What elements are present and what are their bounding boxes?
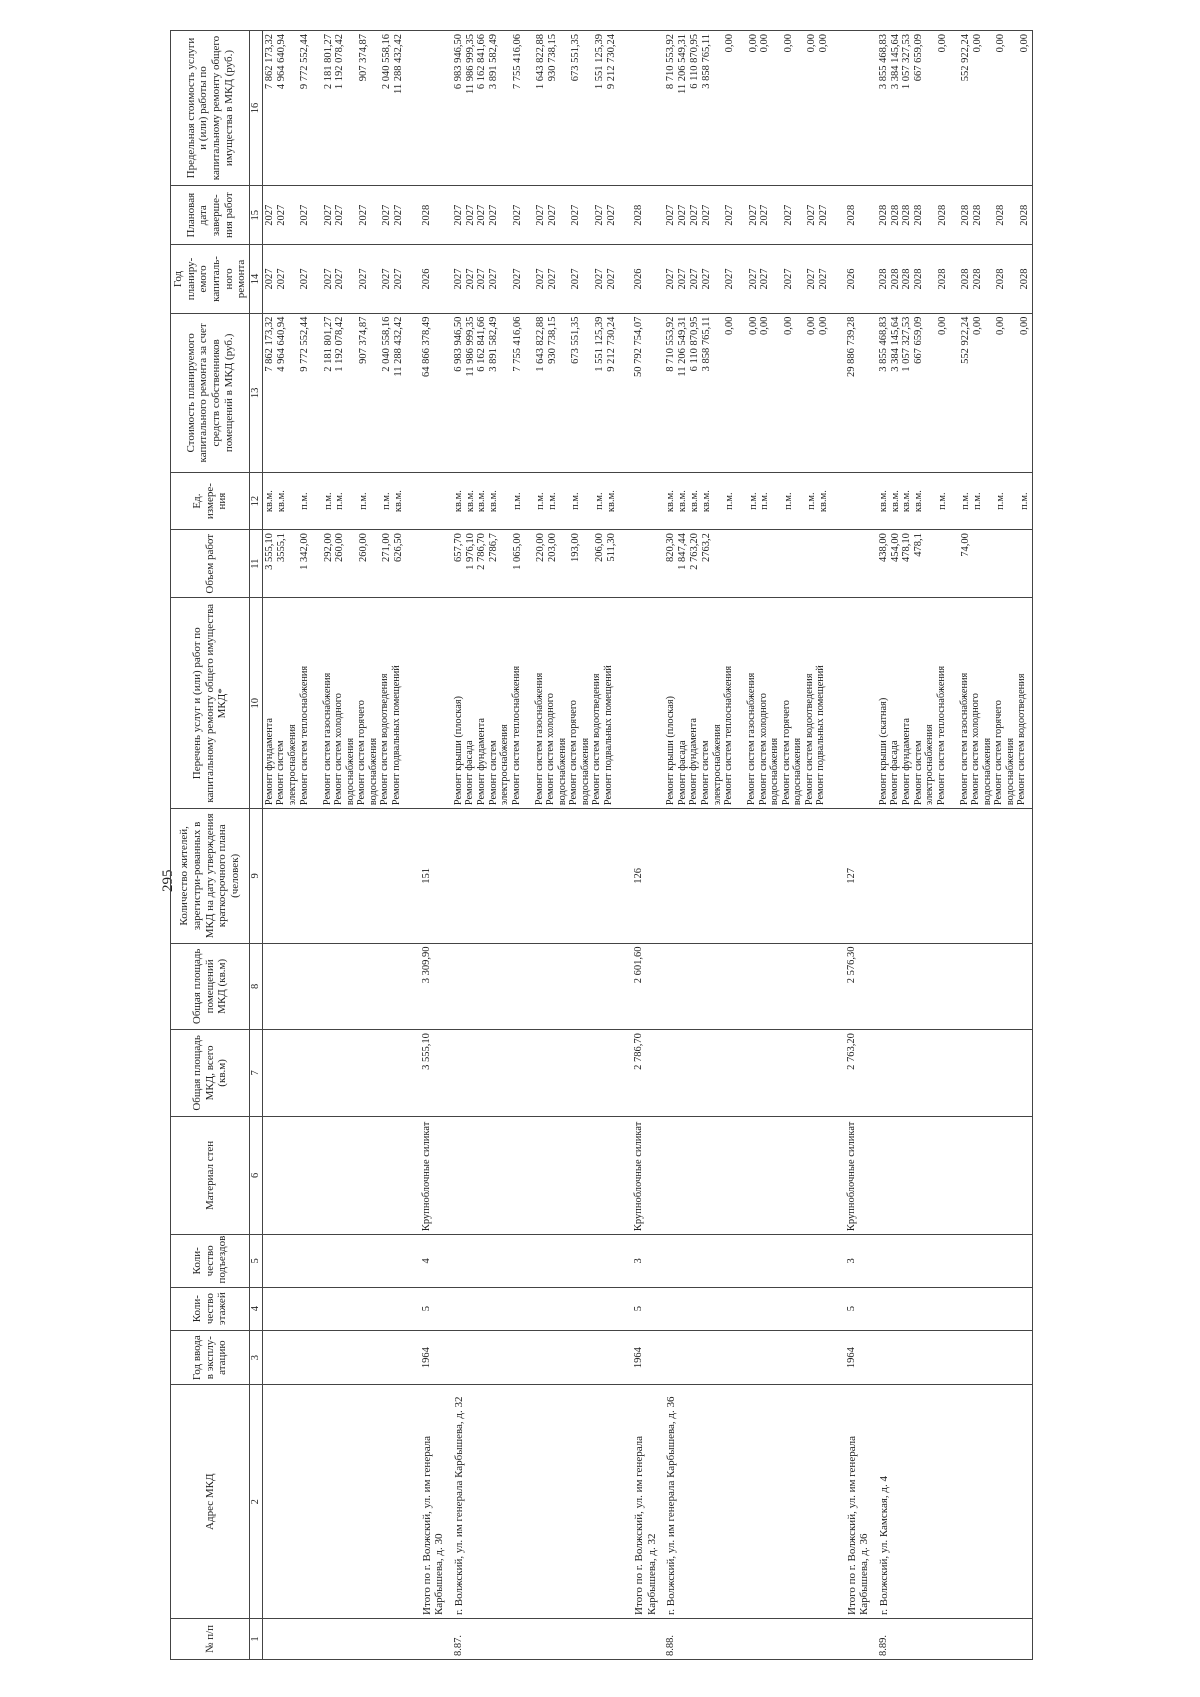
year-built: 1964 bbox=[632, 1330, 664, 1385]
col-index: 11 bbox=[249, 530, 262, 598]
max-cost-list: 8 710 553,92 11 206 549,31 6 110 870,95 3 858 765,11 0,00 0,00 0,00 0,00 0,00 0,00 bbox=[664, 31, 831, 186]
cost-list: 3 855 468,83 3 384 145,64 1 057 327,53 667 659,09 0,00 552 922,24 0,00 0,00 0,00 bbox=[877, 313, 1032, 472]
header-floors: Коли-чество этажей bbox=[171, 1287, 250, 1330]
total-row bbox=[420, 31, 452, 1660]
header-max-cost: Предельная стоимость услуги и (или) работы по капитальному ремонту общего имущества в МКД (руб.) bbox=[171, 31, 250, 186]
header-volume: Объем работ bbox=[171, 530, 250, 598]
cost-list: 7 862 173,32 4 964 640,94 9 772 552,44 2 181 801,27 1 192 078,42 907 374,87 2 040 558,16 11 288 432,42 bbox=[262, 313, 406, 472]
header-wall-material: Материал стен bbox=[171, 1116, 250, 1234]
plan-year-list: 2027 2027 2027 2027 2027 2027 2027 2027 bbox=[262, 245, 406, 313]
total-plan-year: 2026 bbox=[420, 245, 452, 313]
col-index: 10 bbox=[249, 598, 262, 809]
total-end-date: 2028 bbox=[420, 186, 452, 245]
col-index: 12 bbox=[249, 473, 262, 530]
header-unit: Ед. измере-ния bbox=[171, 473, 250, 530]
col-index: 4 bbox=[249, 1287, 262, 1330]
total-end-date: 2028 bbox=[632, 186, 664, 245]
total-label: Итого по г. Волжский, ул. им генерала Карбышева, д. 36 bbox=[845, 1385, 877, 1619]
floors: 5 bbox=[420, 1287, 452, 1330]
premises-area: 3 309,90 bbox=[420, 943, 452, 1030]
total-cost: 29 886 739,28 bbox=[845, 313, 877, 472]
col-index: 6 bbox=[249, 1116, 262, 1234]
row-number: 8.89. bbox=[877, 1619, 1032, 1660]
cost-list: 8 710 553,92 11 206 549,31 6 110 870,95 3 858 765,11 0,00 0,00 0,00 0,00 0,00 0,00 bbox=[664, 313, 831, 472]
residents: 151 bbox=[420, 809, 452, 943]
total-end-date: 2028 bbox=[845, 186, 877, 245]
premises-area: 2 601,60 bbox=[632, 943, 664, 1030]
volume-list: 820,30 1 847,44 2 763,20 2763,2 bbox=[664, 530, 831, 598]
plan-year-list: 2027 2027 2027 2027 2027 2027 2027 2027 2027 2027 bbox=[664, 245, 831, 313]
floors: 5 bbox=[632, 1287, 664, 1330]
address: г. Волжский, ул. Камская, д. 4 bbox=[877, 1385, 1032, 1619]
unit-list: кв.м. кв.м. п.м. п.м. п.м. п.м. п.м. кв.м. bbox=[262, 473, 406, 530]
year-built: 1964 bbox=[845, 1330, 877, 1385]
house-row bbox=[877, 31, 1032, 1660]
total-area: 3 555,10 bbox=[420, 1030, 452, 1117]
row-number: 8.87. bbox=[452, 1619, 619, 1660]
end-date-list: 2028 2028 2028 2028 2028 2028 2028 2028 2028 bbox=[877, 186, 1032, 245]
entrances: 3 bbox=[632, 1235, 664, 1287]
work-list: Ремонт крыши (скатная) Ремонт фасада Ремонт фундамента Ремонт систем электроснабжения Ремонт систем теплоснабжения Ремонт систем газоснабжения Ремонт систем холодного водоснабжения Ремонт систем горячего водоснабжения Ремонт систем водоотведения bbox=[877, 598, 1032, 809]
end-date-list: 2027 2027 2027 2027 2027 2027 2027 2027 2027 2027 bbox=[452, 186, 619, 245]
house-row bbox=[664, 31, 831, 1660]
header-cost: Стоимость планируемого капитального ремонта за счет средств собственников помещений в МКД (руб.) bbox=[171, 313, 250, 472]
total-plan-year: 2026 bbox=[632, 245, 664, 313]
wall-material: Крупноблочные силикат bbox=[632, 1116, 664, 1234]
work-list: Ремонт крыши (плоская) Ремонт фасада Ремонт фундамента Ремонт систем электроснабжения Ремонт систем теплоснабжения Ремонт систем газоснабжения Ремонт систем холодного водоснабжения Ремонт систем горячего водоснабжения Ремонт систем водоотведения Ремонт подвальных помещений bbox=[664, 598, 831, 809]
house-row bbox=[452, 31, 619, 1660]
header-num: № п/п bbox=[171, 1619, 250, 1660]
total-row bbox=[632, 31, 664, 1660]
col-index: 9 bbox=[249, 809, 262, 943]
row-number: 8.88. bbox=[664, 1619, 831, 1660]
unit-list: кв.м. кв.м. кв.м. кв.м. п.м. п.м. п.м. п.м. п.м. кв.м. bbox=[664, 473, 831, 530]
column-index-row bbox=[249, 31, 262, 1660]
page-number: 295 bbox=[160, 869, 176, 892]
work-list: Ремонт фундамента Ремонт систем электроснабжения Ремонт систем теплоснабжения Ремонт систем газоснабжения Ремонт систем холодного водоснабжения Ремонт систем горячего водоснабжения Ремонт систем водоотведения Ремонт подвальных помещений bbox=[262, 598, 406, 809]
col-index: 2 bbox=[249, 1385, 262, 1619]
header-entrances: Коли-чество подъездов bbox=[171, 1235, 250, 1287]
residents: 126 bbox=[632, 809, 664, 943]
plan-year-list: 2028 2028 2028 2028 2028 2028 2028 2028 2028 bbox=[877, 245, 1032, 313]
floors: 5 bbox=[845, 1287, 877, 1330]
residents: 127 bbox=[845, 809, 877, 943]
col-index: 1 bbox=[249, 1619, 262, 1660]
cost-list: 6 983 946,50 11 986 999,35 6 162 841,66 3 891 582,49 7 755 416,06 1 643 822,88 930 738,15 673 551,35 1 551 125,39 9 212 730,24 bbox=[452, 313, 619, 472]
total-area: 2 763,20 bbox=[845, 1030, 877, 1117]
work-items-row bbox=[262, 31, 406, 1660]
header-residents: Количество жителей, зарегистри-рованных в МКД на дату утверждения краткосрочного плана (человек) bbox=[171, 809, 250, 943]
header-year-built: Год ввода в эксплу-атацию bbox=[171, 1330, 250, 1385]
col-index: 13 bbox=[249, 313, 262, 472]
header-plan-year: Год планиру-емого капиталь-ного ремонта bbox=[171, 245, 250, 313]
header-end-date: Плановая дата заверше-ния работ bbox=[171, 186, 250, 245]
total-label: Итого по г. Волжский, ул. им генерала Карбышева, д. 30 bbox=[420, 1385, 452, 1619]
premises-area: 2 576,30 bbox=[845, 943, 877, 1030]
unit-list: кв.м. кв.м. кв.м. кв.м. п.м. п.м. п.м. п.м. п.м. кв.м. bbox=[452, 473, 619, 530]
entrances: 4 bbox=[420, 1235, 452, 1287]
volume-list: 657,70 1 976,10 2 786,70 2786,7 1 065,00 220,00 203,00 193,00 206,00 511,30 bbox=[452, 530, 619, 598]
col-index: 3 bbox=[249, 1330, 262, 1385]
total-plan-year: 2026 bbox=[845, 245, 877, 313]
wall-material: Крупноблочные силикат bbox=[420, 1116, 452, 1234]
max-cost-list: 7 862 173,32 4 964 640,94 9 772 552,44 2 181 801,27 1 192 078,42 907 374,87 2 040 558,16 11 288 432,42 bbox=[262, 31, 406, 186]
col-index: 7 bbox=[249, 1030, 262, 1117]
plan-year-list: 2027 2027 2027 2027 2027 2027 2027 2027 2027 2027 bbox=[452, 245, 619, 313]
col-index: 14 bbox=[249, 245, 262, 313]
col-index: 5 bbox=[249, 1235, 262, 1287]
entrances: 3 bbox=[845, 1235, 877, 1287]
col-index: 16 bbox=[249, 31, 262, 186]
total-row bbox=[845, 31, 877, 1660]
col-index: 15 bbox=[249, 186, 262, 245]
header-works: Перечень услуг и (или) работ по капитальному ремонту общего имущества МКД* bbox=[171, 598, 250, 809]
year-built: 1964 bbox=[420, 1330, 452, 1385]
capital-repair-table bbox=[170, 30, 1033, 1660]
header-premises-area: Общая площадь помещений МКД (кв.м) bbox=[171, 943, 250, 1030]
volume-list: 438,00 454,00 478,10 478,1 74,00 bbox=[877, 530, 1032, 598]
unit-list: кв.м. кв.м. кв.м. кв.м. п.м. п.м. п.м. п.м. п.м. bbox=[877, 473, 1032, 530]
header-total-area: Общая площадь МКД, всего (кв.м) bbox=[171, 1030, 250, 1117]
total-cost: 64 866 378,49 bbox=[420, 313, 452, 472]
total-label: Итого по г. Волжский, ул. им генерала Карбышева, д. 32 bbox=[632, 1385, 664, 1619]
total-cost: 50 792 754,07 bbox=[632, 313, 664, 472]
max-cost-list: 6 983 946,50 11 986 999,35 6 162 841,66 3 891 582,49 7 755 416,06 1 643 822,88 930 738,15 673 551,35 1 551 125,39 9 212 730,24 bbox=[452, 31, 619, 186]
end-date-list: 2027 2027 2027 2027 2027 2027 2027 2027 2027 2027 bbox=[664, 186, 831, 245]
work-list: Ремонт крыши (плоская) Ремонт фасада Ремонт фундамента Ремонт систем электроснабжения Ремонт систем теплоснабжения Ремонт систем газоснабжения Ремонт систем холодного водоснабжения Ремонт систем горячего водоснабжения Ремонт систем водоотведения Ремонт подвальных помещений bbox=[452, 598, 619, 809]
total-area: 2 786,70 bbox=[632, 1030, 664, 1117]
max-cost-list: 3 855 468,83 3 384 145,64 1 057 327,53 667 659,09 0,00 552 922,24 0,00 0,00 0,00 bbox=[877, 31, 1032, 186]
volume-list: 3 555,10 3555,1 1 342,00 292,00 260,00 260,00 271,00 626,50 bbox=[262, 530, 406, 598]
col-index: 8 bbox=[249, 943, 262, 1030]
end-date-list: 2027 2027 2027 2027 2027 2027 2027 2027 bbox=[262, 186, 406, 245]
address: г. Волжский, ул. им генерала Карбышева, д. 36 bbox=[664, 1385, 831, 1619]
header-row bbox=[171, 31, 250, 1660]
wall-material: Крупноблочные силикат bbox=[845, 1116, 877, 1234]
address: г. Волжский, ул. им генерала Карбышева, д. 32 bbox=[452, 1385, 619, 1619]
header-address: Адрес МКД bbox=[171, 1385, 250, 1619]
